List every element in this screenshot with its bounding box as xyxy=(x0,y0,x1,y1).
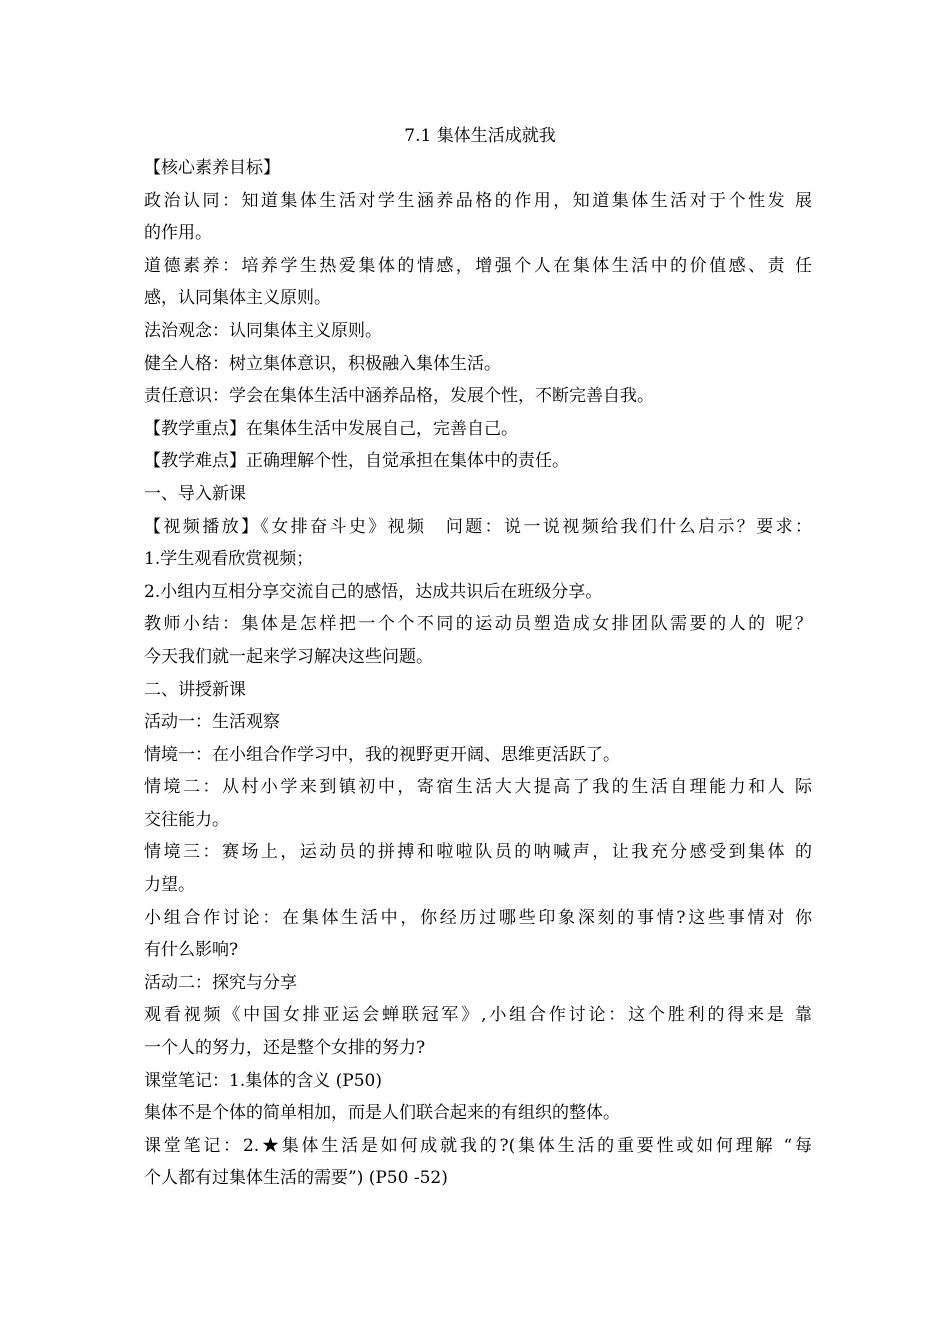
text-line: 二、讲授新课 xyxy=(144,679,246,700)
text-line: 1.学生观看欣赏视频； xyxy=(144,549,314,570)
text-line: 小组合作讨论：在集体生活中，你经历过哪些印象深刻的事情?这些事情对 你 xyxy=(144,907,812,928)
text-line: 【核心素养目标】 xyxy=(144,158,280,178)
text-line: 一个人的努力，还是整个女排的努力? xyxy=(144,1038,426,1059)
text-line: 教师小结：集体是怎样把一个个不同的运动员塑造成女排团队需要的人的 呢？ xyxy=(144,614,812,635)
text-line: 今天我们就一起来学习解决这些问题。 xyxy=(144,646,433,667)
document-body xyxy=(144,152,812,1195)
text-line: 2.小组内互相分享交流自己的感悟，达成共识后在班级分享。 xyxy=(144,581,603,602)
text-line: 责任意识：学会在集体生活中涵养品格，发展个性，不断完善自我。 xyxy=(144,386,654,407)
text-line: 集体不是个体的简单相加，而是人们联合起来的有组织的整体。 xyxy=(144,1103,620,1124)
text-line: 活动二：探究与分享 xyxy=(144,972,297,993)
text-line: 情境三：赛场上，运动员的拼搏和啦啦队员的呐喊声，让我充分感受到集体 的 xyxy=(144,842,812,863)
text-line: 情境一：在小组合作学习中，我的视野更开阔、思维更活跃了。 xyxy=(144,744,620,765)
text-line: 的作用。 xyxy=(144,223,212,244)
text-line: 道德素养：培养学生热爱集体的情感，增强个人在集体生活中的价值感、责 任 xyxy=(144,255,812,276)
text-line: 一、导入新课 xyxy=(144,483,246,504)
text-line: 情境二：从村小学来到镇初中，寄宿生活大大提高了我的生活自理能力和人 际 xyxy=(144,777,812,798)
text-line: 交往能力。 xyxy=(144,809,229,830)
text-line: 个人都有过集体生活的需要”) (P50 -52) xyxy=(144,1168,448,1189)
text-line: 感，认同集体主义原则。 xyxy=(144,288,331,309)
text-line: 【教学重点】在集体生活中发展自己，完善自己。 xyxy=(144,418,518,439)
text-line: 课堂笔记：2.★集体生活是如何成就我的?(集体生活的重要性或如何理解 “每 xyxy=(144,1135,812,1156)
text-line: 力望。 xyxy=(144,875,195,896)
text-line: 政治认同：知道集体生活对学生涵养品格的作用，知道集体生活对于个性发 展 xyxy=(144,190,812,211)
text-line: 观看视频《中国女排亚运会蝉联冠军》,小组合作讨论：这个胜利的得来是 靠 xyxy=(144,1005,812,1026)
text-line: 课堂笔记：1.集体的含义 (P50) xyxy=(144,1070,382,1091)
text-line: 【视频播放】《女排奋斗史》视频 问题：说一说视频给我们什么启示？要求： xyxy=(144,516,812,537)
text-line: 活动一：生活观察 xyxy=(144,712,280,733)
text-line: 【教学难点】正确理解个性，自觉承担在集体中的责任。 xyxy=(144,451,569,472)
text-line: 有什么影响? xyxy=(144,940,239,961)
text-line: 健全人格：树立集体意识，积极融入集体生活。 xyxy=(144,353,501,374)
document-title: 7.1 集体生活成就我 xyxy=(404,126,556,146)
text-line: 法治观念：认同集体主义原则。 xyxy=(144,320,382,341)
